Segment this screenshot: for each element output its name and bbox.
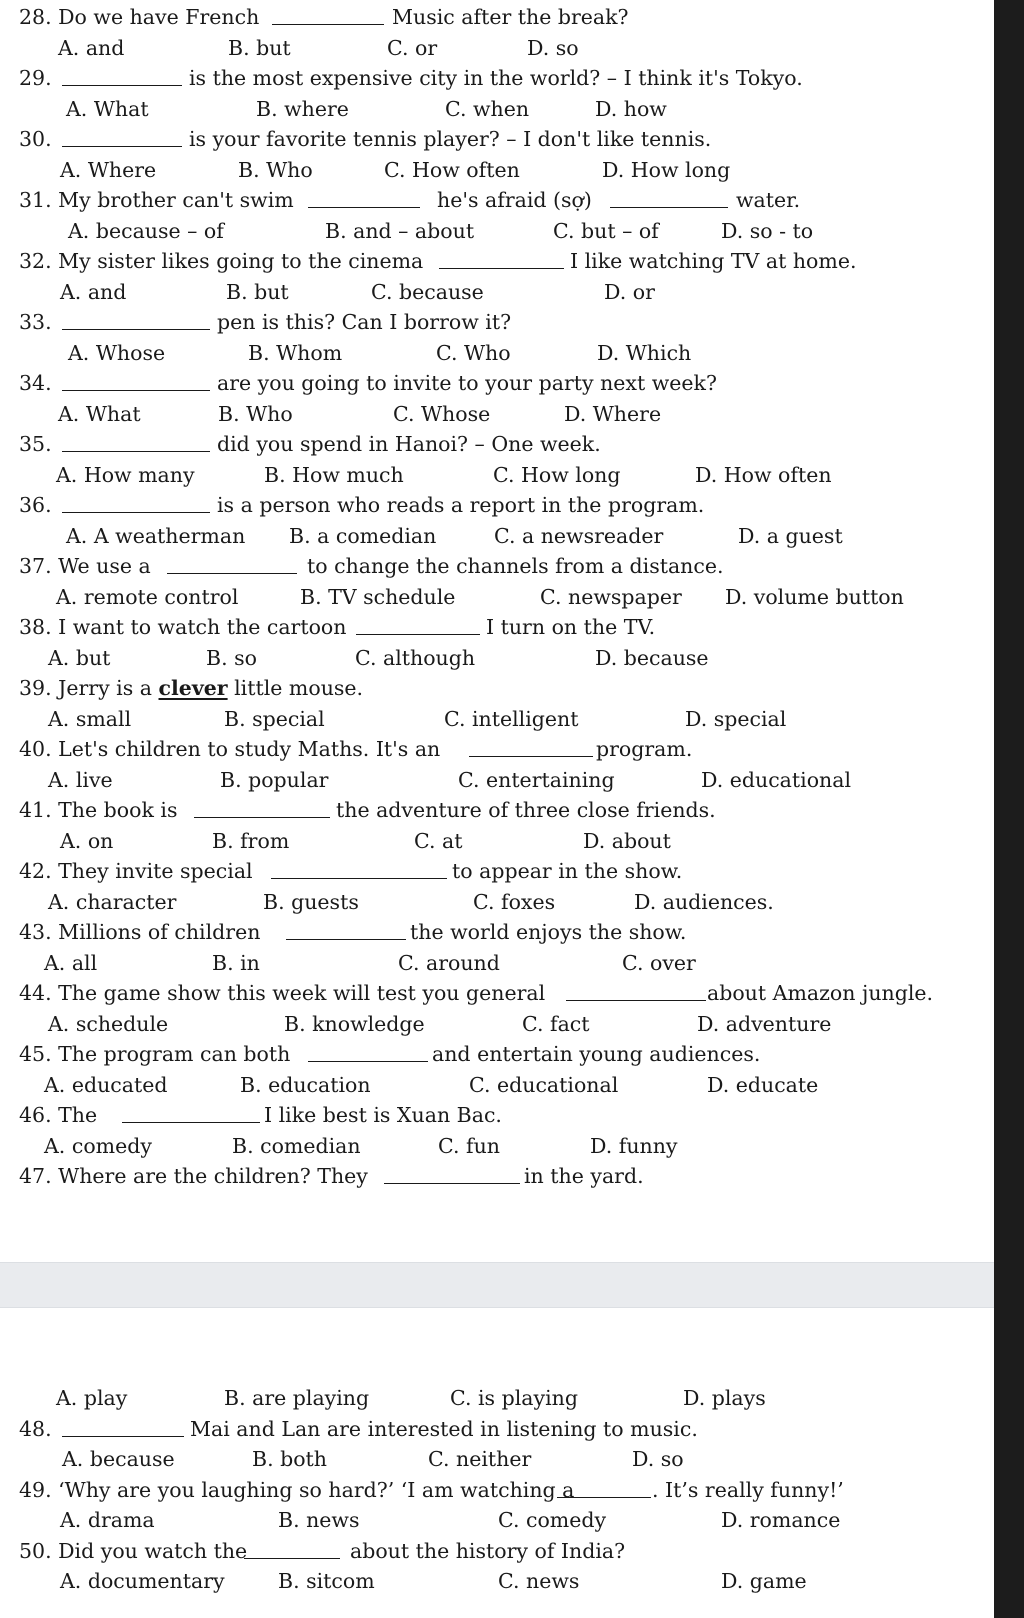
answer-blank <box>62 512 210 513</box>
option-d: C. over <box>622 950 696 975</box>
question-text: water. <box>736 188 801 212</box>
question-33 <box>0 307 994 338</box>
question-42 <box>0 856 994 887</box>
question-text: program. <box>596 737 693 761</box>
question-text: 40. Let's children to study Maths. It's an <box>19 737 441 761</box>
option-a: A. all <box>44 950 98 975</box>
question-text: 50. Did you watch the <box>19 1538 248 1563</box>
options-43 <box>0 948 994 979</box>
option-a: A. live <box>48 767 113 792</box>
option-d: D. How long <box>602 157 731 182</box>
answer-blank <box>271 878 447 879</box>
question-50 <box>0 1536 994 1567</box>
question-39 <box>0 673 994 704</box>
right-edge-bar <box>994 0 1024 1618</box>
options-36 <box>0 521 994 552</box>
option-d: D. educate <box>707 1072 819 1097</box>
option-b: B. in <box>212 950 260 975</box>
answer-blank <box>62 390 210 391</box>
question-text: is a person who reads a report in the program. <box>217 493 705 517</box>
question-text: 41. The book is <box>19 798 178 822</box>
option-d: D. educational <box>701 767 852 792</box>
option-b: B. popular <box>220 767 329 792</box>
question-text: 32. My sister likes going to the cinema <box>19 249 424 273</box>
question-text: Mai and Lan are interested in listening to music. <box>190 1416 698 1441</box>
question-45 <box>0 1039 994 1070</box>
options-40 <box>0 765 994 796</box>
option-d: D. special <box>685 706 787 731</box>
answer-blank <box>557 1497 651 1498</box>
question-number: 36. <box>19 493 52 517</box>
option-d: D. because <box>595 645 709 670</box>
option-d: D. a guest <box>738 523 843 548</box>
options-29 <box>0 94 994 125</box>
options-47 <box>0 1383 994 1414</box>
option-c: C. but – of <box>553 218 659 243</box>
questions-28-47 <box>0 2 994 1192</box>
question-text: I like watching TV at home. <box>570 249 857 273</box>
option-b: B. Who <box>238 157 313 182</box>
question-text: pen is this? Can I borrow it? <box>217 310 512 334</box>
option-b: B. TV schedule <box>300 584 456 609</box>
option-a: A. on <box>60 828 114 853</box>
question-number: 48. <box>19 1416 52 1441</box>
options-49 <box>0 1505 994 1536</box>
answer-blank <box>384 1183 520 1184</box>
option-c: C. at <box>414 828 463 853</box>
question-text: Music after the break? <box>392 5 629 29</box>
question-40 <box>0 734 994 765</box>
option-a: A. small <box>48 706 132 731</box>
option-b: B. sitcom <box>278 1569 375 1593</box>
section-divider <box>0 1262 994 1308</box>
options-28 <box>0 33 994 64</box>
question-text: the world enjoys the show. <box>410 920 687 944</box>
option-c: C. intelligent <box>444 706 579 731</box>
option-a: A. because – of <box>68 218 224 243</box>
question-text: 47. Where are the children? They <box>19 1164 368 1188</box>
question-text: about the history of India? <box>350 1538 626 1563</box>
options-34 <box>0 399 994 430</box>
option-a: A. but <box>48 645 111 670</box>
option-c: C. is playing <box>450 1386 578 1410</box>
option-c: C. Who <box>436 340 511 365</box>
options-38 <box>0 643 994 674</box>
option-a: A. How many <box>56 462 195 487</box>
option-c: C. foxes <box>473 889 556 914</box>
option-d: D. How often <box>695 462 832 487</box>
options-41 <box>0 826 994 857</box>
option-c: C. How often <box>384 157 520 182</box>
answer-blank <box>62 451 210 452</box>
question-28 <box>0 2 994 33</box>
answer-blank <box>439 268 564 269</box>
option-a: A. play <box>56 1386 128 1410</box>
option-d: D. adventure <box>697 1011 832 1036</box>
options-44 <box>0 1009 994 1040</box>
option-c: C. newspaper <box>540 584 682 609</box>
question-text: did you spend in Hanoi? – One week. <box>217 432 601 456</box>
question-number: 30. <box>19 127 52 151</box>
option-b: B. so <box>206 645 257 670</box>
options-45 <box>0 1070 994 1101</box>
option-c: C. because <box>371 279 484 304</box>
option-c: C. Whose <box>393 401 491 426</box>
question-text: and entertain young audiences. <box>432 1042 761 1066</box>
options-35 <box>0 460 994 491</box>
options-46 <box>0 1131 994 1162</box>
option-b: B. comedian <box>232 1133 361 1158</box>
answer-blank <box>122 1122 260 1123</box>
question-37 <box>0 551 994 582</box>
question-number: 29. <box>19 66 52 90</box>
answer-blank <box>62 146 182 147</box>
option-a: A. Whose <box>68 340 166 365</box>
answer-blank <box>356 634 480 635</box>
option-a: A. What <box>58 401 141 426</box>
option-c: C. news <box>498 1569 580 1593</box>
question-text: 42. They invite special <box>19 859 253 883</box>
option-b: B. Who <box>218 401 293 426</box>
answer-blank <box>272 24 384 25</box>
option-c: C. when <box>445 96 530 121</box>
option-a: A. because <box>62 1447 175 1471</box>
answer-blank <box>62 329 210 330</box>
underlined-word: clever <box>158 676 228 700</box>
question-text: 31. My brother can't swim <box>19 188 294 212</box>
question-36 <box>0 490 994 521</box>
option-b: B. from <box>212 828 290 853</box>
option-a: A. educated <box>44 1072 168 1097</box>
option-b: B. where <box>256 96 349 121</box>
question-text-end: little mouse. <box>234 676 364 700</box>
option-c: C. fun <box>438 1133 500 1158</box>
question-text: 37. We use a <box>19 554 151 578</box>
question-text: I like best is Xuan Bac. <box>264 1103 502 1127</box>
option-c: C. or <box>387 35 438 60</box>
question-31 <box>0 185 994 216</box>
option-d: D. so - to <box>721 218 814 243</box>
options-39 <box>0 704 994 735</box>
question-text <box>19 673 363 704</box>
question-text: to appear in the show. <box>452 859 683 883</box>
option-d: D. how <box>595 96 667 121</box>
question-text: the adventure of three close friends. <box>336 798 716 822</box>
option-b: B. guests <box>263 889 359 914</box>
option-c: C. fact <box>522 1011 590 1036</box>
option-a: A. A weatherman <box>66 523 246 548</box>
options-42 <box>0 887 994 918</box>
option-b: B. news <box>278 1508 360 1532</box>
option-b: B. special <box>224 706 325 731</box>
option-d: D. so <box>527 35 579 60</box>
option-b: B. Whom <box>248 340 343 365</box>
question-44 <box>0 978 994 1009</box>
option-d: D. game <box>721 1569 807 1593</box>
answer-blank <box>244 1558 340 1559</box>
question-text: 44. The game show this week will test you general <box>19 981 546 1005</box>
option-b: B. both <box>252 1447 328 1471</box>
options-37 <box>0 582 994 613</box>
option-d: D. about <box>583 828 671 853</box>
option-d: D. funny <box>590 1133 678 1158</box>
option-c: C. entertaining <box>458 767 615 792</box>
options-31 <box>0 216 994 247</box>
option-d: D. so <box>632 1447 684 1471</box>
question-35 <box>0 429 994 460</box>
question-number: 34. <box>19 371 52 395</box>
option-d: D. volume button <box>725 584 904 609</box>
question-46 <box>0 1100 994 1131</box>
question-text: 49. ‘Why are you laughing so hard?’ ‘I am watching a <box>19 1477 575 1502</box>
option-a: A. schedule <box>48 1011 169 1036</box>
answer-blank <box>308 1061 428 1062</box>
option-a: A. character <box>48 889 177 914</box>
question-number: 33. <box>19 310 52 334</box>
question-30 <box>0 124 994 155</box>
question-text: is your favorite tennis player? – I don't like tennis. <box>189 127 712 151</box>
question-41 <box>0 795 994 826</box>
question-48 <box>0 1414 994 1445</box>
question-text: 38. I want to watch the cartoon <box>19 615 347 639</box>
question-text: I turn on the TV. <box>486 615 656 639</box>
question-text: he's afraid (sợ) <box>437 188 592 212</box>
answer-blank <box>286 939 406 940</box>
question-text: in the yard. <box>524 1164 644 1188</box>
option-b: B. knowledge <box>284 1011 425 1036</box>
question-49 <box>0 1475 994 1506</box>
options-30 <box>0 155 994 186</box>
option-c: C. although <box>355 645 476 670</box>
option-a: A. remote control <box>56 584 239 609</box>
questions-48-50 <box>0 1383 994 1597</box>
options-48 <box>0 1444 994 1475</box>
option-c: C. a newsreader <box>494 523 664 548</box>
question-text: 43. Millions of children <box>19 920 261 944</box>
question-text: is the most expensive city in the world? – I think it's Tokyo. <box>189 66 803 90</box>
option-b: B. and – about <box>325 218 475 243</box>
question-32 <box>0 246 994 277</box>
option-b: B. but <box>228 35 291 60</box>
options-50 <box>0 1566 994 1597</box>
question-text: 46. The <box>19 1103 98 1127</box>
option-c: C. comedy <box>498 1508 607 1532</box>
option-c: C. neither <box>428 1447 532 1471</box>
option-b: B. education <box>240 1072 371 1097</box>
option-b: B. How much <box>264 462 404 487</box>
option-c: C. around <box>398 950 500 975</box>
option-a: A. documentary <box>60 1569 225 1593</box>
question-text: 28. Do we have French <box>19 5 260 29</box>
question-43 <box>0 917 994 948</box>
answer-blank <box>62 85 182 86</box>
question-38 <box>0 612 994 643</box>
question-47 <box>0 1161 994 1192</box>
options-33 <box>0 338 994 369</box>
option-b: B. but <box>226 279 289 304</box>
option-b: B. a comedian <box>289 523 437 548</box>
options-32 <box>0 277 994 308</box>
option-d: D. romance <box>721 1508 841 1532</box>
question-text: 45. The program can both <box>19 1042 291 1066</box>
option-d: D. plays <box>683 1386 766 1410</box>
answer-blank <box>469 756 593 757</box>
option-a: A. drama <box>60 1508 155 1532</box>
answer-blank <box>308 207 420 208</box>
answer-blank <box>62 1436 184 1437</box>
question-text-start: 39. Jerry is a <box>19 676 152 700</box>
question-text: are you going to invite to your party next week? <box>217 371 717 395</box>
option-a: A. and <box>60 279 127 304</box>
option-d: D. Where <box>564 401 662 426</box>
option-d: D. or <box>604 279 655 304</box>
answer-blank <box>610 207 728 208</box>
option-d: D. audiences. <box>634 889 774 914</box>
question-34 <box>0 368 994 399</box>
option-c: C. How long <box>493 462 621 487</box>
option-b: B. are playing <box>224 1386 370 1410</box>
question-text: . It’s really funny!’ <box>652 1477 844 1502</box>
question-text: about Amazon jungle. <box>707 981 934 1005</box>
answer-blank <box>194 817 330 818</box>
question-number: 35. <box>19 432 52 456</box>
option-c: C. educational <box>469 1072 619 1097</box>
option-a: A. Where <box>60 157 157 182</box>
answer-blank <box>566 1000 706 1001</box>
answer-blank <box>167 573 297 574</box>
option-a: A. and <box>58 35 125 60</box>
option-a: A. What <box>66 96 149 121</box>
question-29 <box>0 63 994 94</box>
option-a: A. comedy <box>44 1133 152 1158</box>
option-d: D. Which <box>597 340 692 365</box>
question-text: to change the channels from a distance. <box>307 554 724 578</box>
